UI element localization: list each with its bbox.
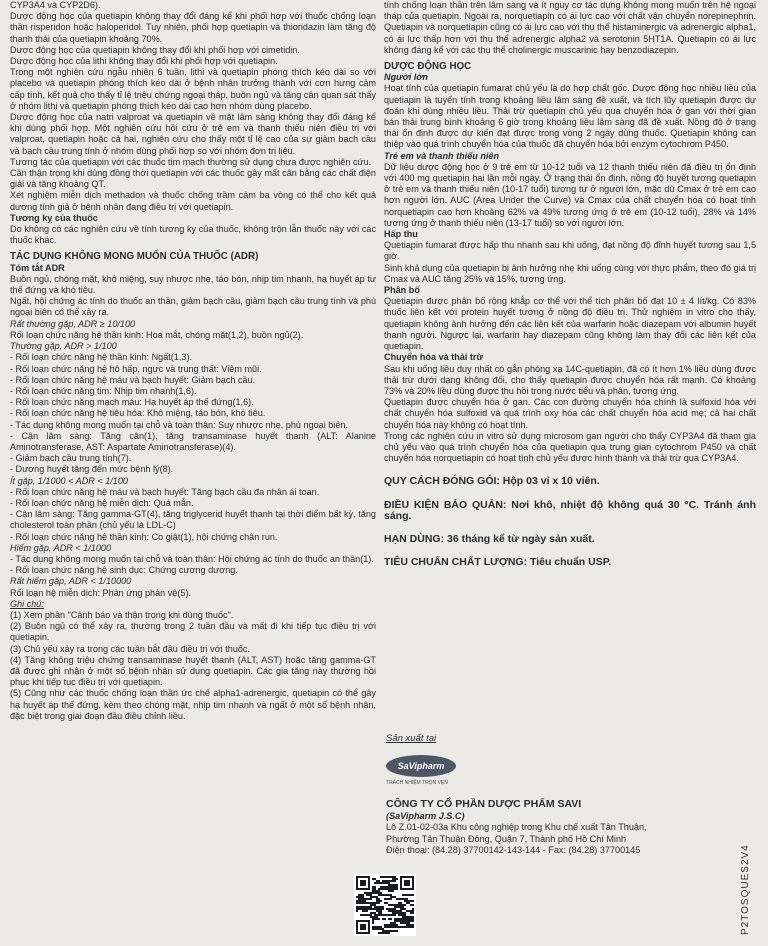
right-paragraph: Hoạt tính của quetiapin fumarat chủ yếu là do hợp chất gốc. Dược động học nhiều liều của quetiapin là tuyến tính trong khoảng liều lâm sàng đề xuất, và tích lũy quetiapin được dự đoán khi dùng nhiều liều. Thải trừ quetiapin chủ yếu qua chuyển hóa ở gan với thời gian bán thải trung bình khoảng 6 giờ trong khoảng liều lâm sàng đã đề xuất. Nồng độ ở trạng thái ổn định được dự kiến đạt được trong vòng 2 ngày dùng thuốc. Quetiapin không can thiệp vào quá trình chuyển hóa của thuốc đã chuyển hóa bởi enzym cytochrom P450.	[384, 83, 756, 150]
right-paragraph: TIÊU CHUẨN CHẤT LƯỢNG: Tiêu chuẩn USP.	[384, 556, 612, 569]
left-paragraph: Xét nghiệm miễn dịch methadon và thuốc chống trầm cảm ba vòng có thể cho kết quả dương tính giả ở bệnh nhân đang điều trị với quetiapin.	[10, 190, 376, 212]
made-in-label: Sản xuất tại	[386, 733, 437, 744]
left-column	[10, 0, 376, 722]
right-paragraph: DƯỢC ĐỘNG HỌC	[384, 61, 472, 73]
left-paragraph: (2) Buồn ngủ có thể xảy ra, thường trong 2 tuần đầu và mất đi khi tiếp tục điều trị với quetiapin.	[10, 621, 376, 643]
left-paragraph: TÁC DỤNG KHÔNG MONG MUỐN CỦA THUỐC (ADR)	[10, 251, 259, 263]
right-paragraph: Sau khi uống liều duy nhất có gắn phóng xạ 14C-quetiapin, đã có ít hơn 1% liều dùng được thải trừ dưới dạng không đổi, cho thấy quetiapin được chuyển hóa rất mạnh. Có khoảng 73% và 20% liều dùng được thu hồi trong nước tiểu và phân, tương ứng.	[384, 363, 756, 396]
right-paragraph: Người lớn	[384, 72, 428, 83]
left-paragraph: - Giảm bạch cầu trung tính(7).	[10, 453, 132, 464]
left-paragraph: - Tác dụng không mong muốn tại chỗ và toàn thân: Suy nhược nhẹ, phù ngoại biên.	[10, 419, 348, 430]
left-paragraph: - Rối loạn chức năng hệ sinh dục: Chứng cương dương.	[10, 565, 238, 576]
right-paragraph: Trẻ em và thanh thiếu niên	[384, 150, 500, 161]
left-paragraph: - Rối loạn chức năng mạch máu: Hạ huyết áp thế đứng(1,6).	[10, 397, 254, 408]
left-paragraph: - Rối loạn chức năng hệ tiêu hóa: Khô miệng, táo bón, khó tiêu.	[10, 408, 266, 419]
company-address-line2: Phường Tân Thuận Đông, Quận 7, Thành phố Hồ Chí Minh	[386, 833, 627, 844]
left-paragraph: Tương kỵ của thuốc	[10, 212, 98, 223]
right-paragraph: tính chống loạn thần trên lâm sàng và ít nguy cơ tác dụng không mong muốn trên hệ ngoại tháp của quetiapin. Ngoài ra, norquetiapin có ái lực cao với chất vận chuyển norepinephrin. Quetiapin và norquetiapin cũng có ái lực cao với thụ thể histaminergic và adrenergic alpha1, có ái lực thấp hơn với thụ thể adrenergic alpha2 và serotonin 5HT1A. Quetiapin có ái lực không đáng kể với các thụ thể cholinergic muscarinic hay benzodiazepin.	[384, 0, 756, 55]
right-paragraph: Dữ liệu dược động học ở 9 trẻ em từ 10-12 tuổi và 12 thanh thiếu niên đã điều trị ổn định với 400 mg quetiapin hai lần mỗi ngày. Ở trạng thái ổn định, nồng độ huyết tương quetiapin ở trẻ em và thanh thiếu niên (10-17 tuổi) tương tự ở người lớn, mặc dù Cmax ở trẻ em cao hơn người lớn. AUC (Area Under the Curve) và Cmax của chất chuyển hóa có hoạt tính norquetiapin cao hơn khoảng 62% và 49% tương ứng ở trẻ em (10-12 tuổi), 28% và 14% tương ứng ở thanh thiếu niên (13-17 tuổi) so với người lớn.	[384, 161, 756, 228]
right-paragraph: Quetiapin fumarat được hấp thu nhanh sau khi uống, đạt nồng độ đỉnh huyết tương sau 1,5 giờ.	[384, 240, 756, 262]
right-paragraph: Quetiapin được phân bố rộng khắp cơ thể với thể tích phân bố đạt 10 ± 4 lít/kg. Có 83% thuốc liên kết với protein huyết tương ở nồng độ điều trị. Thử nghiệm in vitro cho thấy, quetiapin không ảnh hưởng đến các liên kết của warfarin hoặc diazepam với albumin huyết thanh người. Ngược lại, warfarin hay diazepam cũng không làm thay đổi các liên kết của quetiapin.	[384, 296, 756, 352]
left-paragraph: Rất hiếm gặp, ADR < 1/10000	[10, 576, 132, 587]
left-paragraph: CYP3A4 và CYP2D6).	[10, 0, 101, 10]
right-paragraph: Hấp thu	[384, 229, 418, 240]
right-paragraph: HẠN DÙNG: 36 tháng kể từ ngày sản xuất.	[384, 532, 595, 545]
left-paragraph: Ghi chú:	[10, 598, 44, 609]
document-code: P2TOSQUES2V4	[740, 844, 751, 935]
right-column	[384, 0, 756, 568]
left-paragraph: - Rối loạn chức năng hệ máu và bạch huyết: Giảm bạch cầu.	[10, 374, 256, 385]
left-paragraph: Tương tác của quetiapin với các thuốc tim mạch thường sử dụng chưa được nghiên cứu.	[10, 156, 372, 167]
logo-tagline: TRÁCH NHIỆM TRỌN VẸN	[386, 780, 448, 786]
left-paragraph: (4) Tăng không triệu chứng transaminase huyết thanh (ALT, AST) hoặc tăng gamma-GT đã được ghi nhận ở một số bệnh nhân sử dụng quetiapin. Các gia tăng này thường hồi phục khi tiếp tục điều trị với quetiapin.	[10, 654, 376, 688]
left-paragraph: - Rối loạn chức năng hệ hô hấp, ngực và trung thất: Viêm mũi.	[10, 363, 262, 374]
left-paragraph: - Tác dụng không mong muốn tại chỗ và toàn thân: Hội chứng ác tính do thuốc an thần(1).	[10, 553, 374, 564]
company-address-line1: Lô Z.01-02-03a Khu công nghiệp trong Khu chế xuất Tân Thuận,	[386, 822, 647, 832]
left-paragraph: Buồn ngủ, chóng mặt, khô miệng, suy nhược nhẹ, táo bón, nhịp tim nhanh, hạ huyết áp tư thế đứng và khó tiêu.	[10, 273, 376, 296]
left-paragraph: - Rối loạn chức năng hệ thần kinh: Co giật(1), hội chứng chân run.	[10, 531, 278, 542]
left-paragraph: - Dương huyết tăng đến mức bệnh lý(8).	[10, 464, 174, 475]
left-paragraph: Rối loạn chức năng hệ thần kinh: Hoa mắt, chóng mặt(1,2), buồn ngủ(2).	[10, 329, 304, 340]
right-paragraph: Chuyển hóa và thải trừ	[384, 352, 484, 363]
left-paragraph: Rối loạn hệ miễn dịch: Phản ứng phản vệ(5).	[10, 587, 192, 598]
left-paragraph: - Rối loạn chức năng hệ miễn dịch: Quá mẫn.	[10, 497, 194, 508]
right-paragraph: QUY CÁCH ĐÓNG GÓI: Hộp 03 vỉ x 10 viên.	[384, 475, 600, 488]
company-info	[386, 799, 746, 857]
right-paragraph: Quetiapin được chuyển hóa ở gan. Các con đường chuyển hóa chính là sulfoxid hóa với chất chuyển hóa sulfoxid và quá trình oxy hóa các chất chuyển hóa acid mẹ; cả hai chất chuyển hóa này không có hoạt tính.	[384, 397, 756, 430]
right-paragraph: Phân bố	[384, 285, 420, 296]
left-paragraph: Trong một nghiên cứu ngẫu nhiên 6 tuần, lithi và quetiapin phóng thích kéo dài so với placebo và quetiapin phóng thích kéo dài ở bệnh nhân trưởng thành với cơn hưng cảm cấp tính, kết quả cho thấy tỉ lệ triệu chứng ngoại tháp, buồn ngủ và tăng cân quan sát thấy ở nhóm lithi và quetiapin phóng thích kéo dài cao hơn nhóm dùng placebo.	[10, 67, 376, 111]
right-paragraph: Sinh khả dụng của quetiapin bị ảnh hưởng nhẹ khi uống cùng với thực phẩm, theo đó giá trị Cmax và AUC tăng 25% và 15%, tương ứng.	[384, 262, 756, 284]
right-paragraph: ĐIỀU KIỆN BẢO QUẢN: Nơi khô, nhiệt độ không quá 30 °C. Tránh ánh sáng.	[384, 498, 756, 522]
left-paragraph: Ngất, hội chứng ác tính do thuốc an thần, giảm bạch cầu, giảm bạch cầu trung tính và phù ngoại biên có thể xảy ra.	[10, 296, 376, 318]
left-paragraph: Hiếm gặp, ADR < 1/1000	[10, 542, 112, 553]
left-paragraph: Dược động học của quetiapin không thay đổi khi phối hợp với cimetidin.	[10, 44, 300, 55]
left-paragraph: (5) Cũng như các thuốc chống loạn thần ức chế alpha1-adrenergic, quetiapin có thể gây hạ huyết áp thế đứng, kèm theo chóng mặt, nhịp tim nhanh và ngất ở một số bệnh nhân, đặc biệt trong giai đoạn đầu điều chỉnh liều.	[10, 688, 376, 721]
company-abbr: (SaVipharm J.S.C)	[386, 810, 465, 821]
right-paragraph: Trong các nghiên cứu in vitro sử dụng microsom gan người cho thấy CYP3A4 đã tham gia chủ yếu vào quá trình chuyển hóa của quetiapin qua trung gian cytochrom P450 và chất chuyển hóa norquetiapin có hoạt tính chủ yếu được hình thành và thải trừ qua CYP3A4.	[384, 430, 756, 464]
left-paragraph: Do không có các nghiên cứu về tính tương kỵ của thuốc, không trộn lẫn thuốc này với các thuốc khác.	[10, 224, 376, 246]
left-paragraph: Rất thường gặp, ADR ≥ 10/100	[10, 318, 136, 329]
left-paragraph: - Rối loạn chức năng hệ máu và bạch huyết: Tăng bạch cầu đa nhân ái toan.	[10, 486, 320, 497]
savipharm-logo: SaVipharm	[386, 755, 456, 777]
left-paragraph: (1) Xem phần "Cảnh báo và thận trọng khi dùng thuốc".	[10, 609, 234, 620]
left-paragraph: - Rối loạn chức năng tim: Nhịp tim nhanh(1,6).	[10, 385, 197, 396]
manufacturer-block	[384, 733, 544, 793]
left-paragraph: - Cận lâm sàng: Tăng cân(1), tăng transaminase huyết thanh (ALT: Alanine Aminotransferase, AST: Aspartate Aminotransferase)(4).	[10, 430, 376, 452]
left-paragraph: - Cận lâm sàng: Tăng gamma-GT(4), tăng triglycerid huyết thanh tại thời điểm bất kỳ, tăng cholesterol toàn phần (chủ yếu là LDL-C)	[10, 509, 376, 531]
qr-code	[354, 874, 416, 936]
company-name: CÔNG TY CỔ PHẦN DƯỢC PHẨM SAVI	[386, 798, 582, 810]
company-phone: Điện thoại: (84.28) 37700142-143-144 - Fax: (84.28) 37700145	[386, 845, 641, 855]
left-paragraph: (3) Chủ yếu xảy ra trong các tuần bắt đầu điều trị với thuốc.	[10, 643, 251, 654]
left-paragraph: Tóm tắt ADR	[10, 262, 65, 273]
left-paragraph: Ít gặp, 1/1000 < ADR < 1/100	[10, 475, 128, 486]
left-paragraph: Dược động học của natri valproat và quetiapin về mặt lâm sàng không thay đổi đáng kể khi dùng phối hợp. Một nghiên cứu hồi cứu ở trẻ em và thanh thiếu niên điều trị với valproat, quetiapin hoặc cả hai, nghiên cứu cho thấy một tỉ lệ cao của sự giảm bạch cầu và bạch cầu trung tính ở nhóm dùng phối hợp so với nhóm đơn trị liệu.	[10, 112, 376, 156]
left-paragraph: - Rối loạn chức năng hệ thần kinh: Ngất(1,3).	[10, 352, 193, 363]
left-paragraph: Dược động học của lithi không thay đổi khi phối hợp với quetiapin.	[10, 56, 278, 67]
left-paragraph: Dược động học của quetiapin không thay đổi đáng kể khi phối hợp với thuốc chống loạn thần risperidon hoặc haloperidol. Tuy nhiên, phối hợp quetiapin và thioridazin làm tăng độ thanh thải của quetiapin khoảng 70%.	[10, 11, 376, 44]
left-paragraph: Cần thận trọng khi dùng đồng thời quetiapin với các thuốc gây mất cân bằng các chất điện giải và tăng khoảng QT.	[10, 168, 376, 190]
left-paragraph: Thường gặp, ADR > 1/100	[10, 341, 117, 352]
